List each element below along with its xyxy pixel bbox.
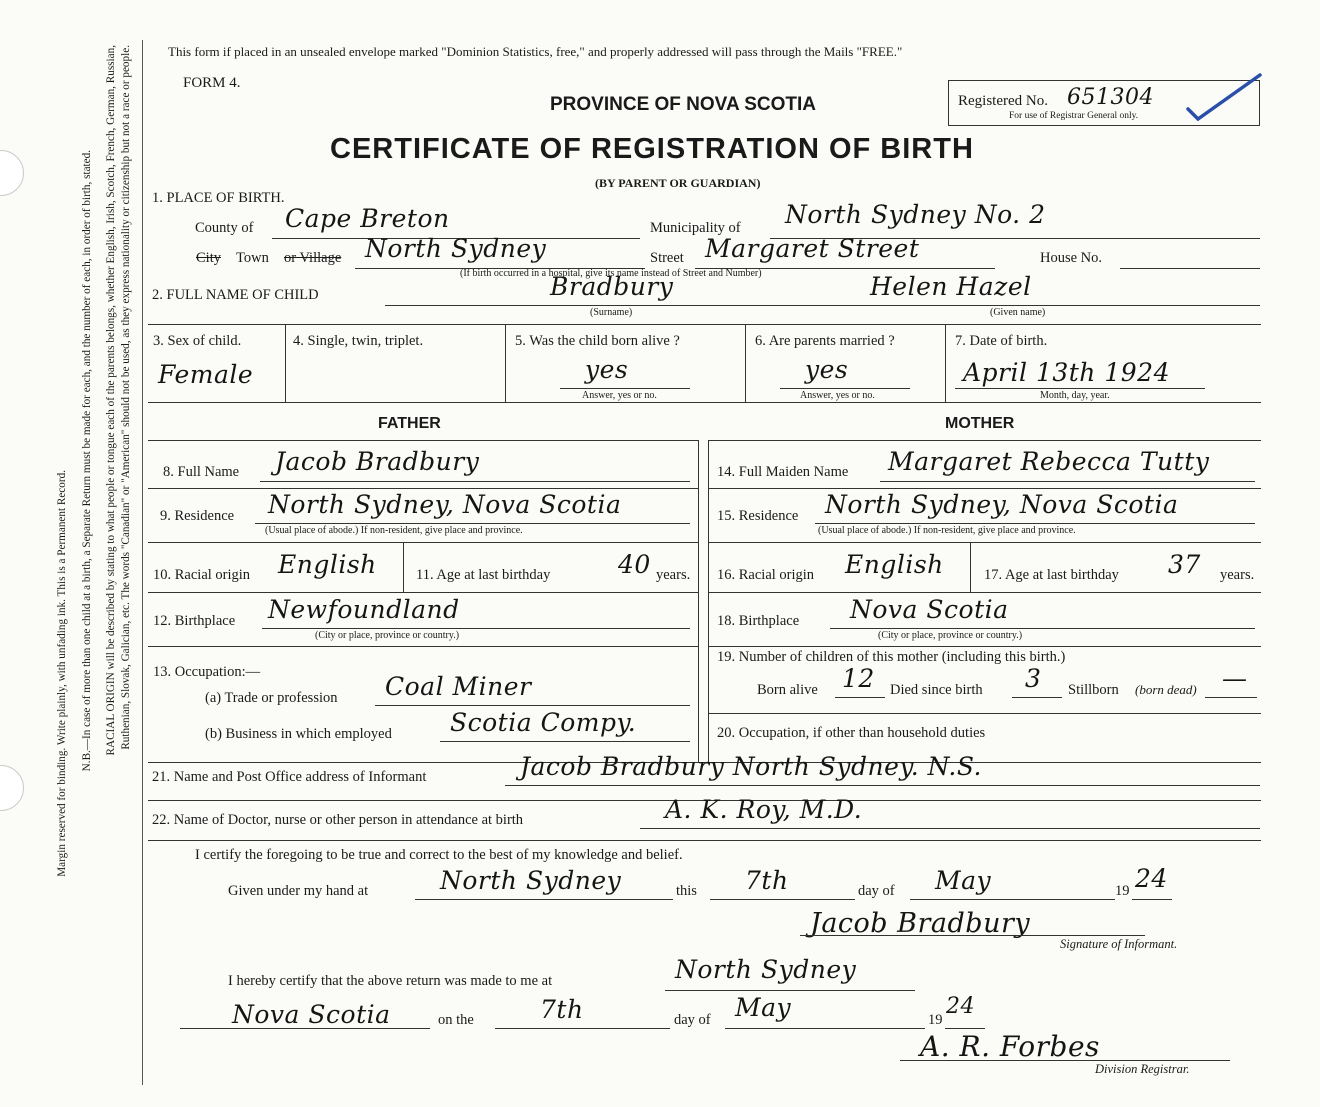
doctor-value: A. K. Roy, M.D. bbox=[665, 795, 863, 824]
informant-label: 21. Name and Post Office address of Informant bbox=[152, 769, 427, 785]
born-alive-question: 5. Was the child born alive ? bbox=[515, 333, 680, 349]
house-number-label: House No. bbox=[1040, 250, 1103, 266]
mother-birthplace-note: (City or place, province or country.) bbox=[878, 630, 1023, 641]
child-given-name-value: Helen Hazel bbox=[870, 272, 1032, 301]
date-of-birth-note: Month, day, year. bbox=[1040, 390, 1110, 401]
registered-number: 651304 bbox=[1067, 85, 1154, 110]
mother-years-label: years. bbox=[1220, 567, 1255, 583]
born-alive-answer: yes bbox=[585, 355, 629, 384]
certification-day-of-label: day of bbox=[858, 883, 895, 899]
stillborn-label: Stillborn bbox=[1068, 682, 1119, 698]
registrar-day-value: 7th bbox=[540, 995, 584, 1024]
father-age-label: 11. Age at last birthday bbox=[416, 567, 551, 583]
given-place-value: North Sydney bbox=[440, 866, 622, 895]
father-birthplace-label: 12. Birthplace bbox=[153, 613, 236, 629]
place-of-birth-label: 1. PLACE OF BIRTH. bbox=[152, 190, 285, 206]
parents-married-question: 6. Are parents married ? bbox=[755, 333, 895, 349]
informant-signature: Jacob Bradbury bbox=[810, 908, 1031, 939]
father-years-label: years. bbox=[656, 567, 691, 583]
city-label: City bbox=[196, 250, 221, 266]
parents-married-note: Answer, yes or no. bbox=[800, 390, 875, 401]
registrar-day-of-label: day of bbox=[674, 1012, 711, 1028]
given-under-hand-label: Given under my hand at bbox=[228, 883, 369, 899]
father-birthplace-note: (City or place, province or country.) bbox=[315, 630, 460, 641]
mail-notice: This form if placed in an unsealed envelope marked "Dominion Statistics, free," and properly addressed will pass through the Mails "FREE." bbox=[168, 44, 903, 59]
died-since-birth-value: 3 bbox=[1025, 664, 1042, 693]
multiple-birth-label: 4. Single, twin, triplet. bbox=[293, 333, 424, 349]
parents-married-answer: yes bbox=[805, 355, 849, 384]
certificate-subtitle: (BY PARENT OR GUARDIAN) bbox=[595, 176, 761, 190]
certification-year-prefix: 19 bbox=[1115, 883, 1130, 899]
mother-maiden-name-value: Margaret Rebecca Tutty bbox=[888, 447, 1210, 476]
registrar-province-value: Nova Scotia bbox=[232, 1000, 391, 1029]
mother-age-value: 37 bbox=[1168, 550, 1201, 579]
county-value: Cape Breton bbox=[285, 204, 450, 233]
doctor-label: 22. Name of Doctor, nurse or other person in attendance at birth bbox=[152, 812, 524, 828]
surname-caption: (Surname) bbox=[590, 307, 633, 318]
this-label: this bbox=[676, 883, 697, 899]
registrar-signature-caption: Division Registrar. bbox=[1095, 1062, 1190, 1076]
child-surname-value: Bradbury bbox=[550, 272, 674, 301]
father-heading: FATHER bbox=[378, 415, 441, 432]
born-alive-note: Answer, yes or no. bbox=[582, 390, 657, 401]
margin-binding-note: Margin reserved for binding. Write plainly, with unfading ink. This is a Permanent Record. bbox=[56, 470, 68, 877]
certification-month-value: May bbox=[935, 866, 992, 895]
certification-statement: I certify the foregoing to be true and correct to the best of my knowledge and belief. bbox=[195, 847, 683, 863]
binding-margin-line bbox=[142, 40, 143, 1085]
mother-heading: MOTHER bbox=[945, 415, 1015, 432]
registrar-year-value: 24 bbox=[946, 994, 975, 1019]
children-count-label: 19. Number of children of this mother (including this birth.) bbox=[717, 649, 1066, 665]
margin-racial-origin-note-2: Ruthenian, Slovak, Galician, etc. The words "Canadian" or "American" should not be used, as they express nationality or citizenship but not a race or people. bbox=[120, 45, 132, 750]
date-of-birth-label: 7. Date of birth. bbox=[955, 333, 1048, 349]
hospital-note: (If birth occurred in a hospital, give its name instead of Street and Number) bbox=[460, 268, 762, 279]
county-label: County of bbox=[195, 220, 254, 236]
date-of-birth-value: April 13th 1924 bbox=[963, 358, 1170, 387]
born-alive-count-value: 12 bbox=[842, 664, 875, 693]
registrar-on-the-label: on the bbox=[438, 1012, 474, 1028]
father-birthplace-value: Newfoundland bbox=[268, 595, 460, 624]
father-business-label: (b) Business in which employed bbox=[205, 726, 392, 742]
form-number: FORM 4. bbox=[183, 75, 241, 91]
certificate-title: CERTIFICATE OF REGISTRATION OF BIRTH bbox=[330, 133, 974, 165]
mother-residence-note: (Usual place of abode.) If non-resident, give place and province. bbox=[818, 525, 1076, 536]
father-residence-label: 9. Residence bbox=[160, 508, 235, 524]
registered-number-box bbox=[948, 80, 1260, 126]
mother-birthplace-value: Nova Scotia bbox=[850, 595, 1009, 624]
father-name-value: Jacob Bradbury bbox=[275, 447, 480, 476]
registrar-signature: A. R. Forbes bbox=[920, 1030, 1100, 1063]
blue-check-mark bbox=[1184, 69, 1264, 124]
informant-signature-caption: Signature of Informant. bbox=[1060, 937, 1178, 951]
province-heading: PROVINCE OF NOVA SCOTIA bbox=[550, 94, 817, 115]
father-name-label: 8. Full Name bbox=[163, 464, 240, 480]
binding-hole-top bbox=[0, 150, 24, 196]
mother-racial-origin-label: 16. Racial origin bbox=[717, 567, 815, 583]
sex-value: Female bbox=[158, 360, 254, 389]
born-alive-count-label: Born alive bbox=[757, 682, 818, 698]
stillborn-note: (born dead) bbox=[1135, 682, 1197, 697]
father-racial-origin-label: 10. Racial origin bbox=[153, 567, 251, 583]
registrar-note: For use of Registrar General only. bbox=[1009, 111, 1139, 121]
street-label: Street bbox=[650, 250, 684, 266]
or-village-label: or Village bbox=[284, 250, 342, 266]
binding-hole-bottom bbox=[0, 765, 24, 811]
father-trade-label: (a) Trade or profession bbox=[205, 690, 338, 706]
died-since-birth-label: Died since birth bbox=[890, 682, 983, 698]
margin-multiple-birth-note: N.B.—In case of more than one child at a birth, a Separate Return must be made for each, and the number of each, in order of birth, stated. bbox=[81, 150, 93, 772]
registered-label: Registered No. bbox=[958, 93, 1048, 109]
mother-maiden-name-label: 14. Full Maiden Name bbox=[717, 464, 849, 480]
stillborn-value: — bbox=[1222, 664, 1248, 693]
father-residence-note: (Usual place of abode.) If non-resident, give place and province. bbox=[265, 525, 523, 536]
mother-residence-label: 15. Residence bbox=[717, 508, 799, 524]
town-value: North Sydney bbox=[365, 234, 547, 263]
mother-residence-value: North Sydney, Nova Scotia bbox=[825, 490, 1179, 519]
father-business-value: Scotia Compy. bbox=[450, 708, 637, 737]
informant-value: Jacob Bradbury North Sydney. N.S. bbox=[520, 752, 983, 781]
mother-occupation-label: 20. Occupation, if other than household duties bbox=[717, 725, 986, 741]
given-name-caption: (Given name) bbox=[990, 307, 1046, 318]
father-residence-value: North Sydney, Nova Scotia bbox=[268, 490, 622, 519]
margin-racial-origin-note: RACIAL ORIGIN will be described by stating to what people or tongue each of the parents belongs, whether English, Irish, Scotch, French, German, Russian, bbox=[105, 45, 117, 756]
sex-label: 3. Sex of child. bbox=[153, 333, 242, 349]
certification-day-value: 7th bbox=[745, 866, 789, 895]
father-racial-origin-value: English bbox=[278, 550, 377, 579]
registrar-month-value: May bbox=[735, 993, 792, 1022]
child-name-label: 2. FULL NAME OF CHILD bbox=[152, 287, 319, 303]
father-age-value: 40 bbox=[618, 550, 651, 579]
mother-birthplace-label: 18. Birthplace bbox=[717, 613, 800, 629]
registrar-year-prefix: 19 bbox=[928, 1012, 943, 1028]
mother-age-label: 17. Age at last birthday bbox=[984, 567, 1119, 583]
certification-year-value: 24 bbox=[1135, 864, 1168, 893]
father-occupation-label: 13. Occupation:— bbox=[153, 664, 261, 680]
mother-racial-origin-value: English bbox=[845, 550, 944, 579]
street-value: Margaret Street bbox=[705, 234, 920, 263]
father-trade-value: Coal Miner bbox=[385, 672, 532, 701]
registrar-statement: I hereby certify that the above return was made to me at bbox=[228, 973, 553, 989]
registrar-place-value: North Sydney bbox=[675, 955, 857, 984]
town-label: Town bbox=[236, 250, 269, 266]
municipality-label: Municipality of bbox=[650, 220, 741, 236]
municipality-value: North Sydney No. 2 bbox=[785, 200, 1046, 229]
